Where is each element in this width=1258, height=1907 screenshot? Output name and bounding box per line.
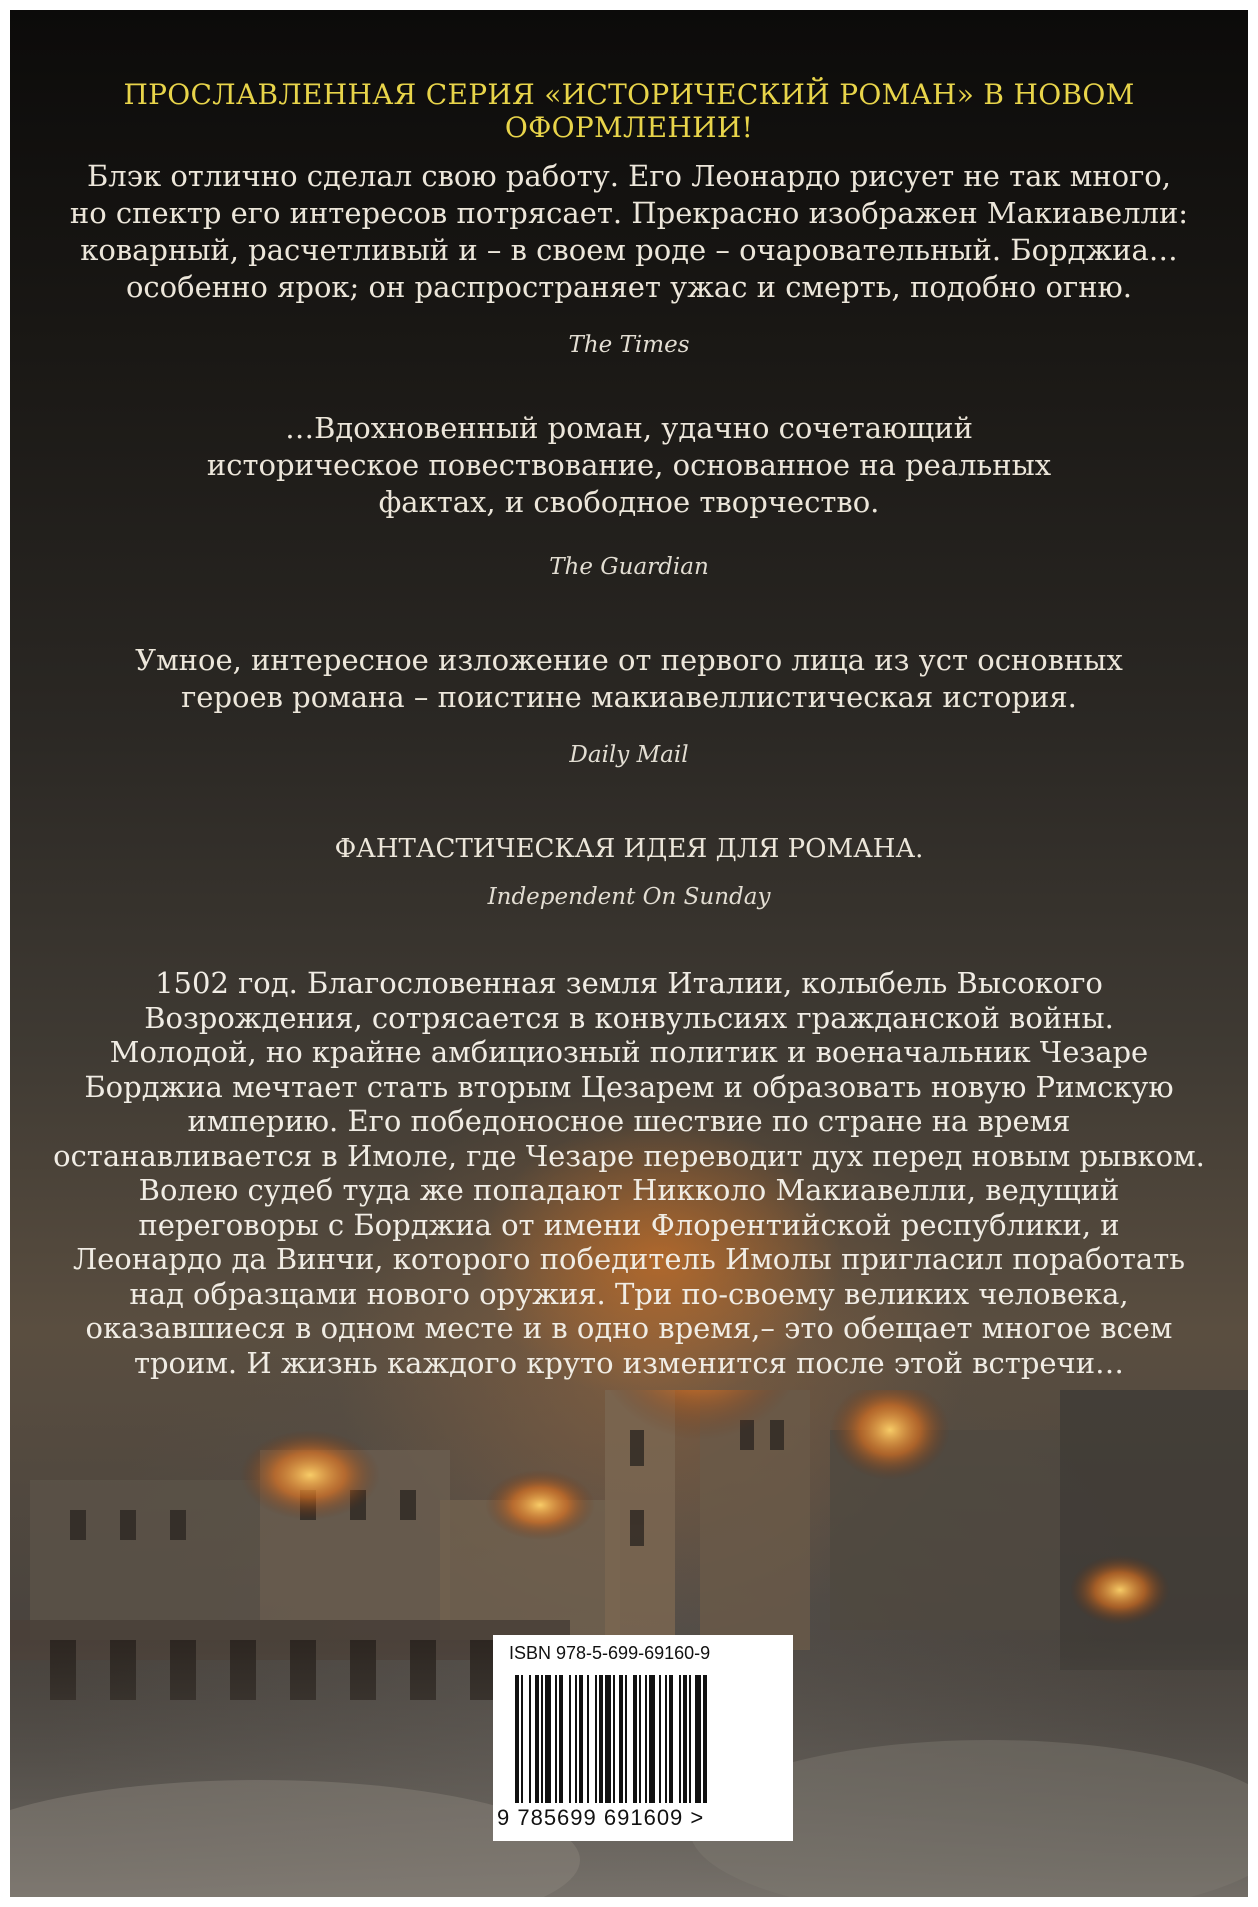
review-source-2: The Guardian — [549, 554, 709, 580]
review-line: Блэк отлично сделал свою работу. Его Леонардо рисует не так много, — [87, 159, 1171, 193]
review-quote-4 — [10, 834, 1248, 864]
review-line: фактах, и свободное творчество. — [378, 485, 880, 519]
blurb-line: Молодой, но крайне амбициозный политик и военачальник Чезаре — [109, 1035, 1149, 1069]
book-blurb — [10, 966, 1248, 1380]
review-line: ФАНТАСТИЧЕСКАЯ ИДЕЯ ДЛЯ РОМАНА. — [334, 834, 924, 864]
review-line: Умное, интересное изложение от первого лица из уст основных — [135, 643, 1123, 677]
blurb-line: Леонардо да Винчи, которого победитель Имолы пригласил поработать — [72, 1242, 1186, 1276]
review-line: но спектр его интересов потрясает. Прекрасно изображен Макиавелли: — [69, 196, 1189, 230]
isbn-barcode-box — [493, 1635, 793, 1841]
blurb-line: оказавшиеся в одном месте и в одно время,– это обещает многое всем — [85, 1311, 1173, 1345]
review-quote-2 — [10, 410, 1248, 521]
blurb-line: 1502 год. Благословенная земля Италии, колыбель Высокого — [155, 966, 1103, 1000]
review-line: коварный, расчетливый и – в своем роде – очаровательный. Борджиа… — [80, 233, 1178, 267]
review-source-1: The Times — [568, 332, 690, 358]
barcode-icon — [515, 1675, 771, 1803]
series-banner: ПРОСЛАВЛЕННАЯ СЕРИЯ «ИСТОРИЧЕСКИЙ РОМАН» В НОВОМ ОФОРМЛЕНИИ! — [123, 78, 1135, 144]
review-line: историческое повествование, основанное на реальных — [206, 448, 1052, 482]
book-back-cover — [10, 10, 1248, 1897]
review-quote-3 — [10, 642, 1248, 716]
blurb-line: империю. Его победоносное шествие по стране на время — [187, 1104, 1071, 1138]
isbn-digits: 9 785699 691609 > — [497, 1805, 705, 1830]
blurb-line: переговоры с Борджиа от имени Флорентийской республики, и — [138, 1207, 1120, 1242]
review-line: особенно ярок; он распространяет ужас и смерть, подобно огню. — [125, 270, 1133, 304]
review-line: героев романа – поистине макиавеллистическая история. — [181, 680, 1077, 714]
blurb-line: Возрождения, сотрясается в конвульсиях гражданской войны. — [144, 1000, 1114, 1035]
review-source-3: Daily Mail — [569, 742, 689, 768]
review-source-4: Independent On Sunday — [487, 884, 771, 910]
blurb-line: Волею судеб туда же попадают Никколо Макиавелли, ведущий — [138, 1173, 1120, 1207]
isbn-label: ISBN 978-5-699-69160-9 — [509, 1643, 711, 1663]
blurb-line: троим. И жизнь каждого круто изменится после этой встречи… — [133, 1345, 1125, 1380]
blurb-line: останавливается в Имоле, где Чезаре переводит дух перед новым рывком. — [53, 1138, 1205, 1173]
blurb-line: над образцами нового оружия. Три по-своему великих человека, — [129, 1276, 1129, 1311]
review-quote-1 — [10, 158, 1248, 306]
blurb-line: Борджиа мечтает стать вторым Цезарем и образовать новую Римскую — [84, 1069, 1174, 1104]
review-line: …Вдохновенный роман, удачно сочетающий — [285, 411, 973, 445]
